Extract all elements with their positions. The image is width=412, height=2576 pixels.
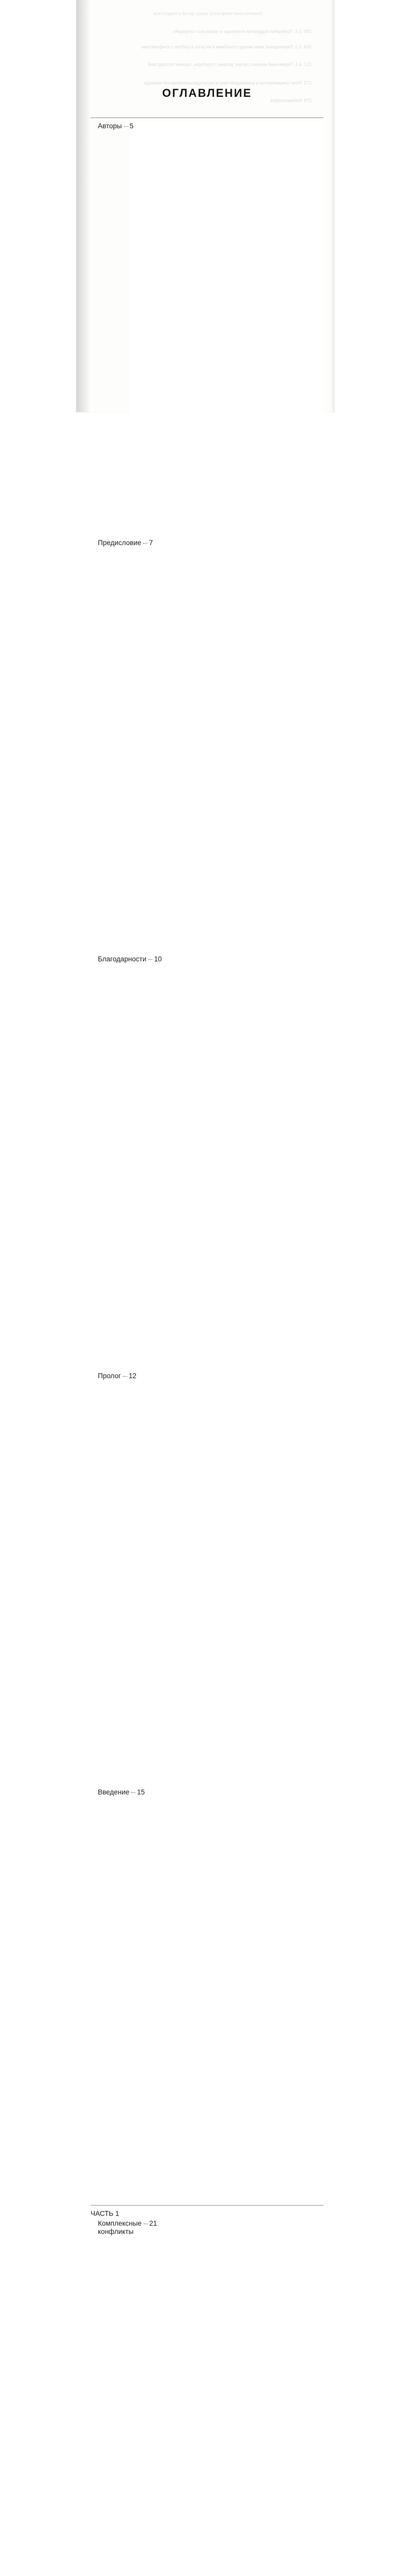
show-through-page: 278 — [304, 98, 317, 104]
show-through-label: 4.1. Первичный анализ случая: уровни, структуры, оценка последствий — [148, 62, 302, 67]
toc-item-page: 21 — [149, 2219, 323, 2576]
show-through-page: 273 — [304, 80, 317, 86]
toc-item-acknowledgements[interactable] — [91, 955, 323, 1367]
show-through-label: 3.3. Переходные зоны между службами и их роль в работе с конфликтами — [141, 44, 302, 50]
page-margin-left — [0, 0, 76, 412]
page-gutter-shadow — [76, 0, 90, 412]
divider — [91, 2205, 323, 2206]
toc-item-page: 12 — [129, 1372, 323, 1784]
show-through-label: Роли специалистов и взаимодействие в мультидисциплинарной команде — [144, 80, 302, 86]
show-through-page: 204 — [304, 44, 317, 50]
show-through-label: 2.4. Принципы поддержки и помощи в кризисных ситуациях — [173, 29, 302, 35]
toc-part-1 — [91, 2210, 323, 2576]
leader-dots — [131, 1792, 135, 1793]
show-through-page: 217 — [304, 62, 317, 67]
toc-item-page: 15 — [137, 1788, 323, 2200]
toc-entries — [91, 117, 323, 2576]
toc-part-title[interactable] — [91, 2219, 323, 2576]
part-heading: ЧАСТЬ 1 — [91, 2210, 323, 2217]
toc-item-label: Предисловие — [98, 539, 141, 547]
scanned-book-page — [0, 0, 412, 412]
divider — [91, 117, 323, 118]
show-through-page: 196 — [304, 29, 317, 35]
toc-item-page: 5 — [130, 122, 323, 534]
leader-dots — [148, 959, 152, 960]
page-edge-shadow — [330, 0, 335, 412]
leader-dots — [124, 126, 128, 127]
show-through-label: Библиография — [270, 98, 302, 104]
toc-item-introduction[interactable] — [91, 1788, 323, 2200]
toc-item-prologue[interactable] — [91, 1372, 323, 1784]
toc-item-label: Благодарности — [98, 955, 146, 963]
toc-item-page: 7 — [149, 539, 323, 951]
toc-item-label: Пролог — [98, 1372, 121, 1380]
page-title: ОГЛАВЛЕНИЕ — [91, 87, 323, 100]
toc-item-label: Авторы — [98, 122, 122, 130]
table-of-contents — [91, 0, 323, 412]
toc-item-authors[interactable] — [91, 122, 323, 534]
show-through-header: Комплексные конфликты среди детей и подростков — [89, 11, 327, 16]
leader-dots — [123, 1376, 127, 1377]
toc-item-label: Комплексные конфликты — [98, 2219, 142, 2236]
toc-item-label: Введение — [98, 1788, 129, 1797]
toc-item-preface[interactable] — [91, 539, 323, 951]
toc-item-page: 10 — [154, 955, 323, 1367]
leader-dots — [143, 543, 147, 544]
page-margin-right — [334, 0, 412, 412]
